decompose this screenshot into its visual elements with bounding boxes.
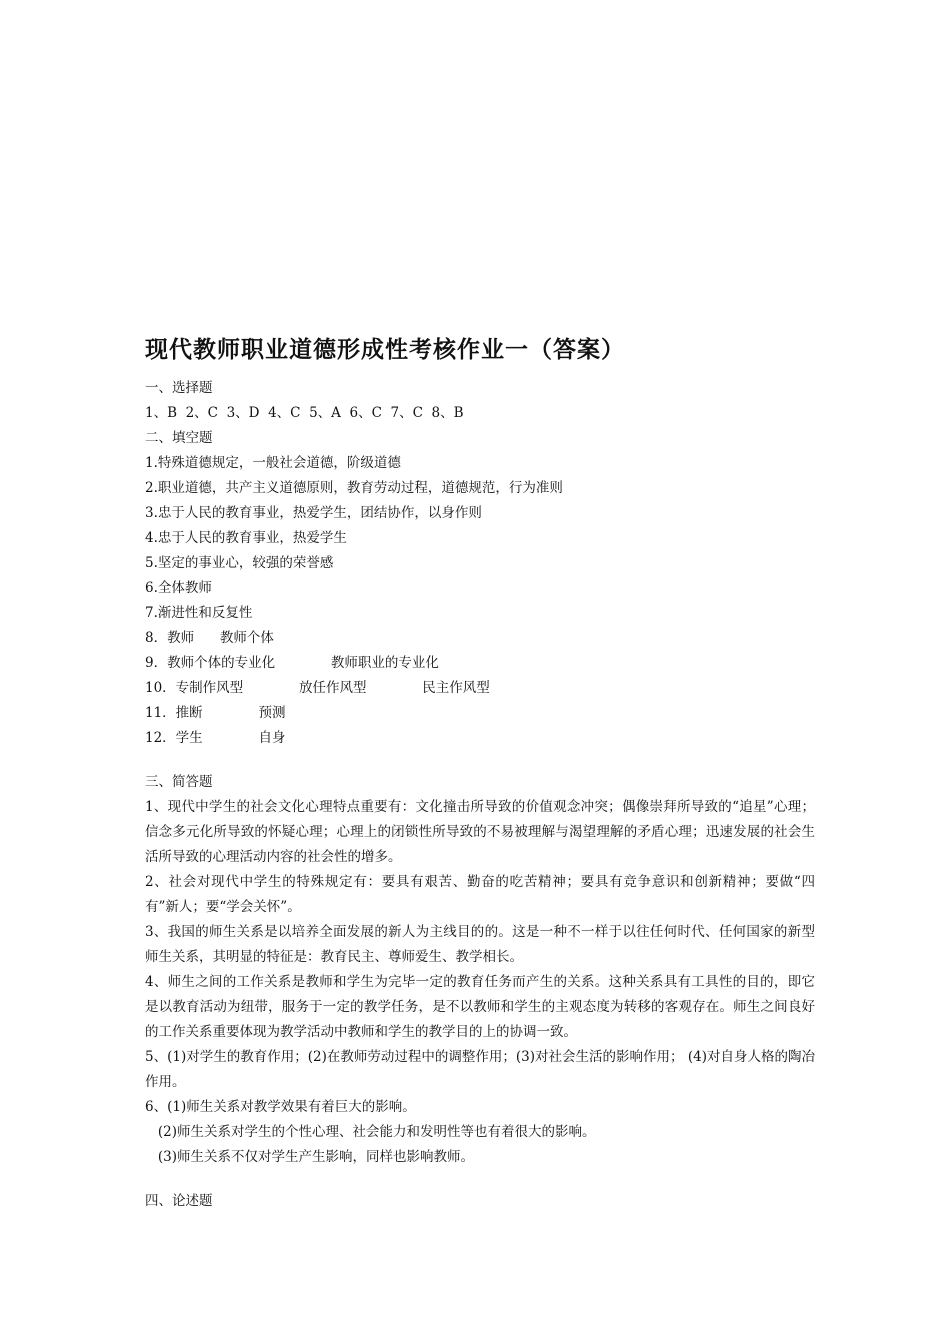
spacer [145, 751, 815, 770]
fill-answer-4: 4.忠于人民的教育事业，热爱学生 [145, 530, 347, 546]
fill-answer-3: 3.忠于人民的教育事业，热爱学生，团结协作，以身作则 [145, 505, 482, 521]
section-heading-essay: 四、论述题 [145, 1193, 213, 1209]
fill-answer-8: 8．教师 教师个体 [145, 630, 274, 646]
fill-answer-10: 10．专制作风型 放任作风型 民主作风型 [145, 680, 490, 696]
fill-answer-9: 9．教师个体的专业化 教师职业的专业化 [145, 655, 439, 671]
short-answer-6-line-3: (3)师生关系不仅对学生产生影响，同样也影响教师。 [145, 1149, 474, 1165]
fill-answer-7: 7.渐进性和反复性 [145, 605, 253, 621]
fill-answer-1: 1.特殊道德规定，一般社会道德，阶级道德 [145, 455, 401, 471]
short-answer-3: 3、我国的师生关系是以培养全面发展的新人为主线目的的。这是一种不一样于以往任何时代、任何国家的新型师生关系，其明显的特征是：教育民主、尊师爱生、教学相长。 [145, 924, 815, 965]
section-heading-short-answer: 三、简答题 [145, 774, 213, 790]
section-heading-choice: 一、选择题 [145, 380, 213, 396]
fill-answer-6: 6.全体教师 [145, 580, 212, 596]
short-answer-6-line-1: 6、(1)师生关系对教学效果有着巨大的影响。 [145, 1099, 416, 1115]
choice-answers: 1、B 2、C 3、D 4、C 5、A 6、C 7、C 8、B [145, 405, 464, 421]
short-answer-2: 2、社会对现代中学生的特殊规定有：要具有艰苦、勤奋的吃苦精神；要具有竞争意识和创新精神；要做“四有”新人；要“学会关怀”。 [145, 874, 815, 915]
short-answer-1: 1、现代中学生的社会文化心理特点重要有：文化撞击所导致的价值观念冲突；偶像崇拜所导致的“追星”心理；信念多元化所导致的怀疑心理；心理上的闭锁性所导致的不易被理解与渴望理解的矛盾心理；迅速发展的社会生活所导致的心理活动内容的社会性的增多。 [145, 799, 815, 865]
short-answer-5: 5、(1)对学生的教育作用；(2)在教师劳动过程中的调整作用；(3)对社会生活的影响作用； (4)对自身人格的陶冶作用。 [145, 1049, 815, 1090]
document-page [145, 333, 815, 1214]
section-heading-fill: 二、填空题 [145, 430, 213, 446]
spacer [145, 1170, 815, 1189]
fill-answer-11: 11．推断 预测 [145, 705, 286, 721]
document-title: 现代教师职业道德形成性考核作业一（答案） [145, 337, 625, 363]
short-answer-4: 4、师生之间的工作关系是教师和学生为完毕一定的教育任务而产生的关系。这种关系具有工具性的目的，即它是以教育活动为纽带，服务于一定的教学任务，是不以教师和学生的主观态度为转移的客观存在。师生之间良好的工作关系重要体现为教学活动中教师和学生的教学目的上的协调一致。 [145, 974, 815, 1040]
fill-answer-5: 5.坚定的事业心，较强的荣誉感 [145, 555, 334, 571]
fill-answer-12: 12．学生 自身 [145, 730, 286, 746]
short-answer-6-line-2: (2)师生关系对学生的个性心理、社会能力和发明性等也有着很大的影响。 [145, 1124, 596, 1140]
fill-answer-2: 2.职业道德，共产主义道德原则，教育劳动过程，道德规范，行为准则 [145, 480, 563, 496]
